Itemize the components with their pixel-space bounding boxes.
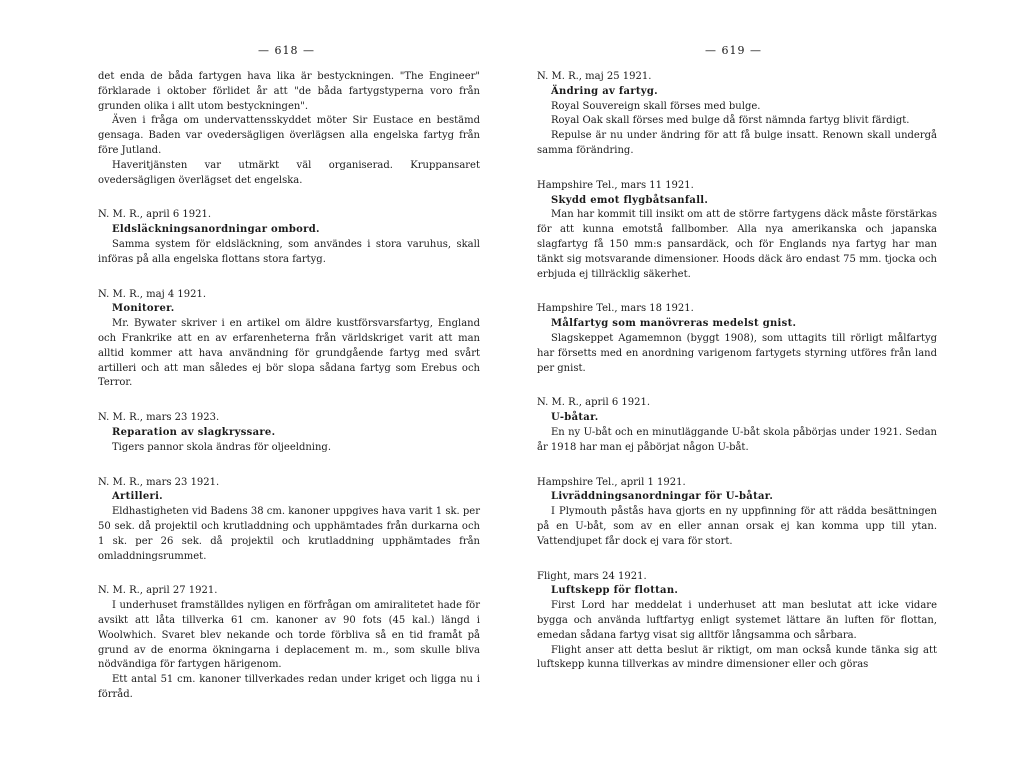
entry-source: N. M. R., maj 4 1921. — [98, 288, 207, 300]
paragraph: Haveritjänsten var utmärkt väl organiserad. Kruppansaret ovedersägligen överlägset det engelska. — [98, 159, 480, 186]
entry-heading: Artilleri. — [112, 491, 163, 503]
entry-heading: Ändring av fartyg. — [551, 85, 658, 97]
paragraph: En ny U-båt och en minutläggande U-båt skola påbörjas under 1921. Sedan år 1918 har man ej påbörjat någon U-båt. — [537, 426, 937, 453]
intro-block — [98, 70, 480, 188]
news-entry — [537, 302, 937, 376]
paragraph: Slagskeppet Agamemnon (byggt 1908), som uttagits till rörligt målfartyg har försetts med en anordning varigenom fartygets styrning utföres från land per gnist. — [537, 332, 937, 374]
news-entry — [537, 179, 937, 283]
entry-heading: Luftskepp för flottan. — [551, 585, 679, 597]
entry-source: N. M. R., april 6 1921. — [537, 397, 651, 409]
news-entry — [537, 570, 937, 674]
paragraph: First Lord har meddelat i underhuset att man beslutat att icke vidare bygga och använda luftfartyg enligt systemet lättare än luften för flottan, emedan sådana fartyg visat sig alltför långsamma och sårbara. — [537, 600, 937, 641]
text-column — [537, 70, 937, 693]
news-entry — [98, 288, 480, 392]
paragraph: Royal Souvereign skall förses med bulge. — [551, 100, 761, 112]
news-entry — [537, 70, 937, 159]
entry-source: N. M. R., mars 23 1923. — [98, 412, 220, 424]
paragraph: Repulse är nu under ändring för att få bulge insatt. Renown skall undergå samma förändring. — [537, 130, 937, 156]
paragraph: Flight anser att detta beslut är riktigt, om man också kunde tänka sig att luftskepp kunna tillverkas av mindre dimensioner eller och göras — [537, 644, 937, 671]
entry-heading: U-båtar. — [551, 412, 599, 424]
paragraph: det enda de båda fartygen hava lika är bestyckningen. "The Engineer" förklarade i oktober förlidet år att "de båda fartygstyperna voro från grunden olika i allt utom bestyckningen". — [98, 71, 480, 112]
entry-source: Hampshire Tel., april 1 1921. — [537, 476, 686, 488]
paragraph: I underhuset framställdes nyligen en förfrågan om amiralitetet hade för avsikt att låta tillverka 61 cm. kanoner av 90 fots (45 kal.) längd i Woolwhich. Svaret blev nekande och torde förbliva så en tid framåt på grund av de enorma ökningarna i deplacement m. m., som skulle bliva nödvändiga för fartygen härigenom. — [98, 600, 480, 671]
news-entry — [98, 411, 480, 455]
entry-source: N. M. R., april 6 1921. — [98, 209, 212, 221]
paragraph: I Plymouth påstås hava gjorts en ny uppfinning för att rädda besättningen på en U-båt, som av en eller annan orsak ej kan komma upp till ytan. Vattendjupet får dock ej vara för stort. — [537, 506, 937, 547]
right-page — [512, 0, 1024, 766]
entry-heading: Monitorer. — [112, 303, 175, 315]
paragraph: Man har kommit till insikt om att de större fartygens däck måste förstärkas för att kunna emotstå fallbomber. Alla nya amerikanska och japanska slagfartyg få 150 mm:s pansardäck, och för Englands nya fartyg har man tänkt sig motsvarande dimensioner. Hoods däck äro endast 75 mm. tjocka och erbjuda ej tillräcklig säkerhet. — [537, 209, 937, 280]
entry-heading: Reparation av slagkryssare. — [112, 426, 276, 438]
page-number: — 618 — — [258, 44, 315, 57]
entry-heading: Skydd emot flygbåtsanfall. — [551, 194, 709, 206]
paragraph: Ett antal 51 cm. kanoner tillverkades redan under kriget och ligga nu i förråd. — [98, 674, 480, 700]
page-number: — 619 — — [705, 44, 762, 57]
entry-source: N. M. R., maj 25 1921. — [537, 71, 652, 82]
news-entry — [98, 208, 480, 267]
entry-source: Hampshire Tel., mars 11 1921. — [537, 179, 694, 191]
entry-source: N. M. R., mars 23 1921. — [98, 476, 220, 488]
news-entry — [98, 476, 480, 565]
paragraph: Mr. Bywater skriver i en artikel om äldre kustförsvarsfartyg, England och Frankrike att en av erfarenheterna från världskriget varit att man alltid kommer att hava användning för grundgående fartyg med svårt artilleri och att man således ej bör slopa sådana fartyg som Erebus och Terror. — [98, 318, 480, 389]
paragraph: Samma system för eldsläckning, som användes i stora varuhus, skall införas på alla engelska flottans stora fartyg. — [98, 238, 480, 265]
entry-heading: Eldsläckningsanordningar ombord. — [112, 224, 320, 236]
news-entry — [98, 584, 480, 702]
entry-source: N. M. R., april 27 1921. — [98, 585, 218, 597]
entry-heading: Livräddningsanordningar för U-båtar. — [551, 491, 774, 503]
entry-source: Hampshire Tel., mars 18 1921. — [537, 303, 694, 315]
news-entry — [537, 396, 937, 455]
entry-source: Flight, mars 24 1921. — [537, 570, 647, 582]
paragraph: Tigers pannor skola ändras för oljeeldning. — [112, 441, 332, 453]
news-entry — [537, 476, 937, 550]
paragraph: Även i fråga om undervattensskyddet möter Sir Eustace en bestämd gensaga. Baden var ovedersägligen överlägsen alla engelska fartyg från före Jutland. — [98, 115, 480, 156]
entry-heading: Målfartyg som manövreras medelst gnist. — [551, 318, 797, 330]
text-column — [98, 70, 480, 723]
paragraph: Eldhastigheten vid Badens 38 cm. kanoner uppgives hava varit 1 sk. per 50 sek. då projektil och krutladdning och upphämtades från durkarna och 1 sk. per 26 sek. då projektil och krutladdning upphämtades från omladdningsrummet. — [98, 506, 480, 562]
paragraph: Royal Oak skall förses med bulge då först nämnda fartyg blivit färdigt. — [551, 115, 910, 127]
